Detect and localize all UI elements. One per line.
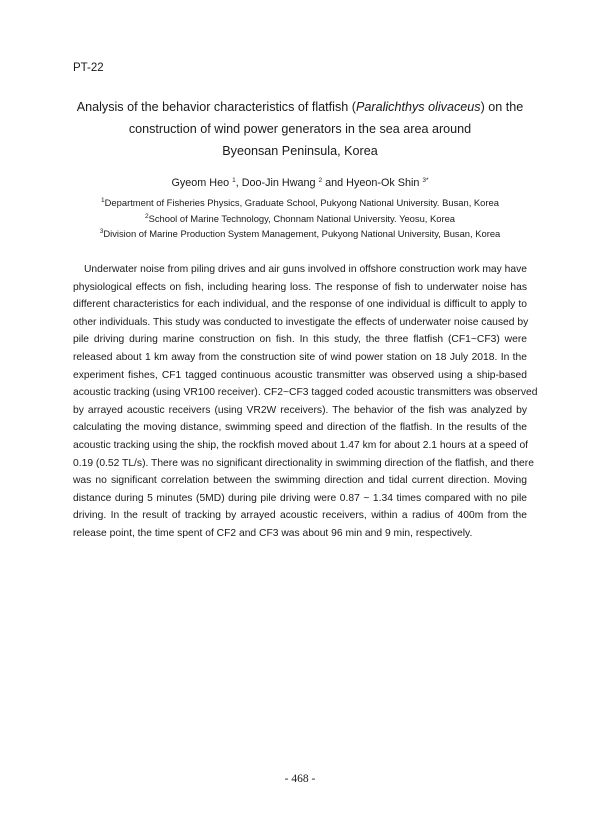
title-line-1-prefix: Analysis of the behavior characteristics of flatfish ( xyxy=(76,100,356,114)
author-1-sup: 1 xyxy=(232,177,236,184)
abstract-line: physiological effects on fish, including hearing loss. The response of fish to underwater noise has xyxy=(73,281,527,293)
author-3-sup: 3* xyxy=(422,177,429,184)
affiliation-3-text: Division of Marine Production System Management, Pukyong National University, Busan, Korea xyxy=(103,228,501,239)
abstract-body xyxy=(73,261,538,543)
abstract-line: 0.19 (0.52 TL/s). There was no significant directionality in swimming direction of the flatfish, and there xyxy=(73,457,534,469)
title-line-1 xyxy=(40,96,560,118)
species-name: Paralichthys olivaceus xyxy=(355,100,481,114)
abstract-line: release point, the time spent of CF2 and CF3 was about 96 min and 9 min, respectively. xyxy=(73,527,473,539)
abstract-line: by arrayed acoustic receivers (using VR2W receivers). The behavior of the fish was analyzed by xyxy=(73,404,527,416)
abstract-line: experiment fishes, CF1 tagged continuous acoustic transmitter was observed using a ship-based xyxy=(73,369,527,381)
abstract-line: acoustic tracking using the ship, the rockfish moved about 1.47 km for about 2.1 hours at a speed of xyxy=(73,439,529,451)
affiliations xyxy=(40,195,560,242)
title-line-1-suffix: ) on the xyxy=(480,100,524,114)
title-line-3: Byeonsan Peninsula, Korea xyxy=(222,144,378,158)
abstract-line: acoustic tracking (using VR100 receiver). CF2~CF3 tagged coded acoustic transmitters was observed xyxy=(73,387,538,399)
page-number: - 468 - xyxy=(284,773,316,785)
abstract-line: pile driving during marine construction on fish. In this study, the three flatfish (CF1~CF3) were xyxy=(73,334,527,346)
affiliation-1 xyxy=(40,195,560,211)
affiliation-2-text: School of Marine Technology, Chonnam National University. Yeosu, Korea xyxy=(148,212,456,224)
author-3: and Hyeon-Ok Shin xyxy=(322,177,423,189)
author-1: Gyeom Heo xyxy=(171,177,233,189)
affiliation-3 xyxy=(40,226,560,242)
paper-title xyxy=(40,96,560,162)
abstract-line: Underwater noise from piling drives and air guns involved in offshore construction work may have xyxy=(84,264,527,275)
affiliation-1-text: Department of Fisheries Physics, Graduate School, Pukyong National University. Busan, Korea xyxy=(104,197,499,208)
abstract-line: distance during 5 minutes (5MD) during pile driving were 0.87 ~ 1.34 times compared with no pile xyxy=(73,492,527,504)
author-list xyxy=(40,177,560,189)
author-2: , Doo-Jin Hwang xyxy=(235,177,319,189)
abstract-line: released about 1 km away from the construction site of wind power station on 18 July 2018. In the xyxy=(73,351,527,363)
abstract-line: was no significant correlation between the swimming direction and tidal current direction. Moving xyxy=(73,475,527,487)
abstract-line: other individuals. This study was conducted to investigate the effects of underwater noise caused by xyxy=(73,316,529,328)
abstract-line: calculating the moving distance, swimming speed and direction of the flatfish. In the results of the xyxy=(73,422,527,434)
author-2-sup: 2 xyxy=(318,177,323,184)
abstract-line: driving. In the result of tracking by arrayed acoustic receivers, within a radius of 400m from the xyxy=(73,510,527,522)
affiliation-2-sup: 2 xyxy=(144,212,149,220)
affiliation-1-sup: 1 xyxy=(101,197,105,204)
title-line-2: construction of wind power generators in the sea area around xyxy=(128,122,472,136)
poster-code: PT-22 xyxy=(73,62,104,74)
affiliation-2 xyxy=(40,211,560,227)
abstract-line: different characteristics for each individual, and the response of one individual is difficult to apply to xyxy=(73,299,527,311)
affiliation-3-sup: 3 xyxy=(99,228,104,235)
